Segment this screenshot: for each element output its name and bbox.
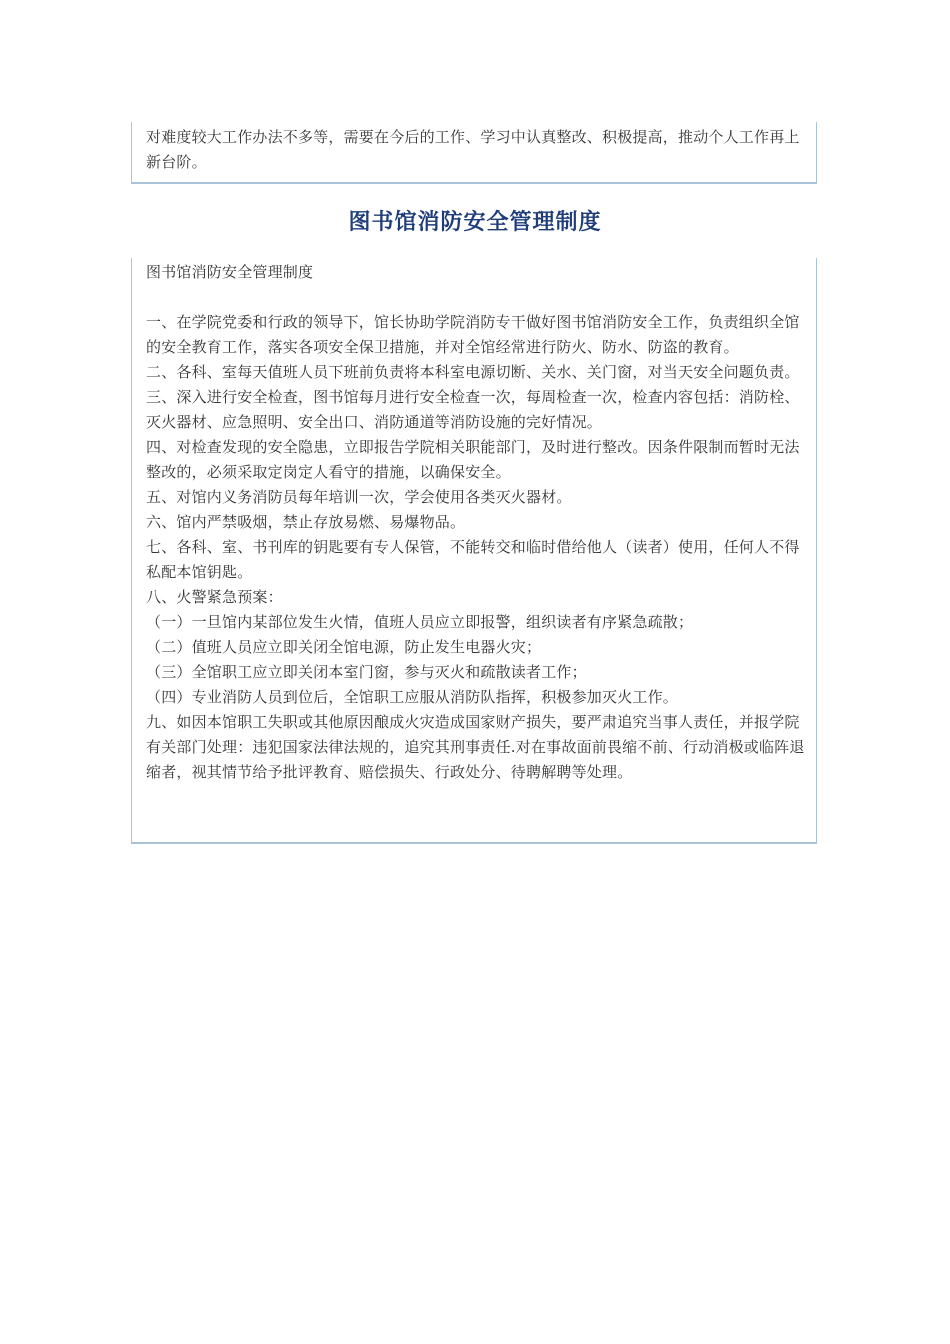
regulation-item-6: 六、馆内严禁吸烟，禁止存放易燃、易爆物品。 [146,513,466,531]
regulation-content [146,260,810,785]
previous-section-box [131,122,817,184]
emergency-step-3: （三）全馆职工应立即关闭本室门窗，参与灭火和疏散读者工作； [146,663,587,681]
previous-section-text: 对难度较大工作办法不多等，需要在今后的工作、学习中认真整改、积极提高，推动个人工作再上新台阶。 [146,128,800,171]
blank-line [146,285,810,310]
emergency-step-2: （二）值班人员应立即关闭全馆电源，防止发生电器火灾； [146,638,542,656]
regulation-item-7: 七、各科、室、书刊库的钥匙要有专人保管，不能转交和临时借给他人（读者）使用，任何人不得私配本馆钥匙。 [146,538,800,581]
regulation-item-3: 三、深入进行安全检查，图书馆每月进行安全检查一次，每周检查一次，检查内容包括：消防栓、灭火器材、应急照明、安全出口、消防通道等消防设施的完好情况。 [146,388,800,431]
regulation-box [131,258,817,844]
section-title: 图书馆消防安全管理制度 [348,210,602,235]
regulation-item-2: 二、各科、室每天值班人员下班前负责将本科室电源切断、关水、关门窗，对当天安全问题负责。 [146,363,800,381]
regulation-item-8: 八、火警紧急预案： [146,588,283,606]
regulation-item-4: 四、对检查发现的安全隐患，立即报告学院相关职能部门，及时进行整改。因条件限制而暂时无法整改的，必须采取定岗定人看守的措施，以确保安全。 [146,438,800,481]
regulation-item-9: 九、如因本馆职工失职或其他原因酿成火灾造成国家财产损失，要严肃追究当事人责任，并报学院有关部门处理：违犯国家法律法规的，追究其刑事责任.对在事故面前畏缩不前、行动消极或临阵退缩者，视其情节给予批评教育、赔偿损失、行政处分、待聘解聘等处理。 [146,713,805,781]
regulation-item-5: 五、对馆内义务消防员每年培训一次，学会使用各类灭火器材。 [146,488,572,506]
regulation-heading: 图书馆消防安全管理制度 [146,263,314,281]
regulation-item-1: 一、在学院党委和行政的领导下，馆长协助学院消防专干做好图书馆消防安全工作，负责组织全馆的安全教育工作，落实各项安全保卫措施，并对全馆经常进行防火、防水、防盗的教育。 [146,313,800,356]
emergency-step-4: （四）专业消防人员到位后，全馆职工应服从消防队指挥，积极参加灭火工作。 [146,688,679,706]
emergency-step-1: （一）一旦馆内某部位发生火情，值班人员应立即报警，组织读者有序紧急疏散； [146,613,694,631]
